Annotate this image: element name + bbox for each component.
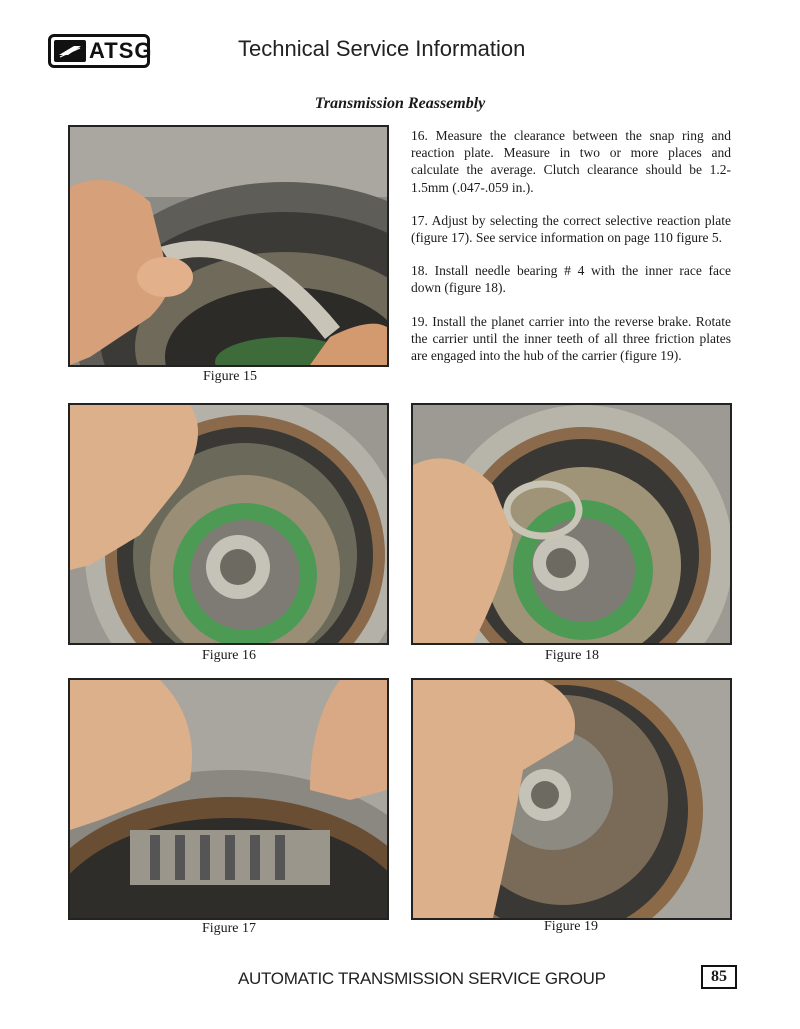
figure-18-photo	[411, 403, 732, 645]
header-title: Technical Service Information	[238, 36, 526, 61]
step-17: 17. Adjust by selecting the correct selective reaction plate (figure 17). See service information on page 110 figure 5.	[411, 212, 731, 246]
step-19: 19. Install the planet carrier into the reverse brake. Rotate the carrier until the inner teeth of all three friction plates are engaged into the hub of the carrier (figure 19).	[411, 313, 731, 364]
logo-emblem-icon	[54, 40, 86, 62]
logo-text: ATSG	[89, 38, 153, 63]
page-number: 85	[701, 965, 737, 989]
figure-19-photo	[411, 678, 732, 920]
figure-19-caption: Figure 19	[543, 919, 599, 934]
step-16: 16. Measure the clearance between the snap ring and reaction plate. Measure in two or more places and calculate the average. Clutch clearance should be 1.2-1.5mm (.047-.059 in.).	[411, 128, 731, 195]
figure-17-photo	[68, 678, 389, 920]
figure-15-caption: Figure 15	[202, 369, 258, 384]
figure-16-caption: Figure 16	[201, 648, 257, 663]
instruction-steps	[411, 127, 731, 380]
figure-17-caption: Figure 17	[201, 921, 257, 936]
step-18: 18. Install needle bearing # 4 with the inner race face down (figure 18).	[411, 263, 731, 296]
figure-18-caption: Figure 18	[544, 648, 600, 663]
figure-15-photo	[68, 125, 389, 367]
footer-org: AUTOMATIC TRANSMISSION SERVICE GROUP	[238, 969, 606, 988]
figure-16-photo	[68, 403, 389, 645]
atsg-logo	[48, 34, 153, 68]
section-title: Transmission Reassembly	[314, 95, 486, 112]
